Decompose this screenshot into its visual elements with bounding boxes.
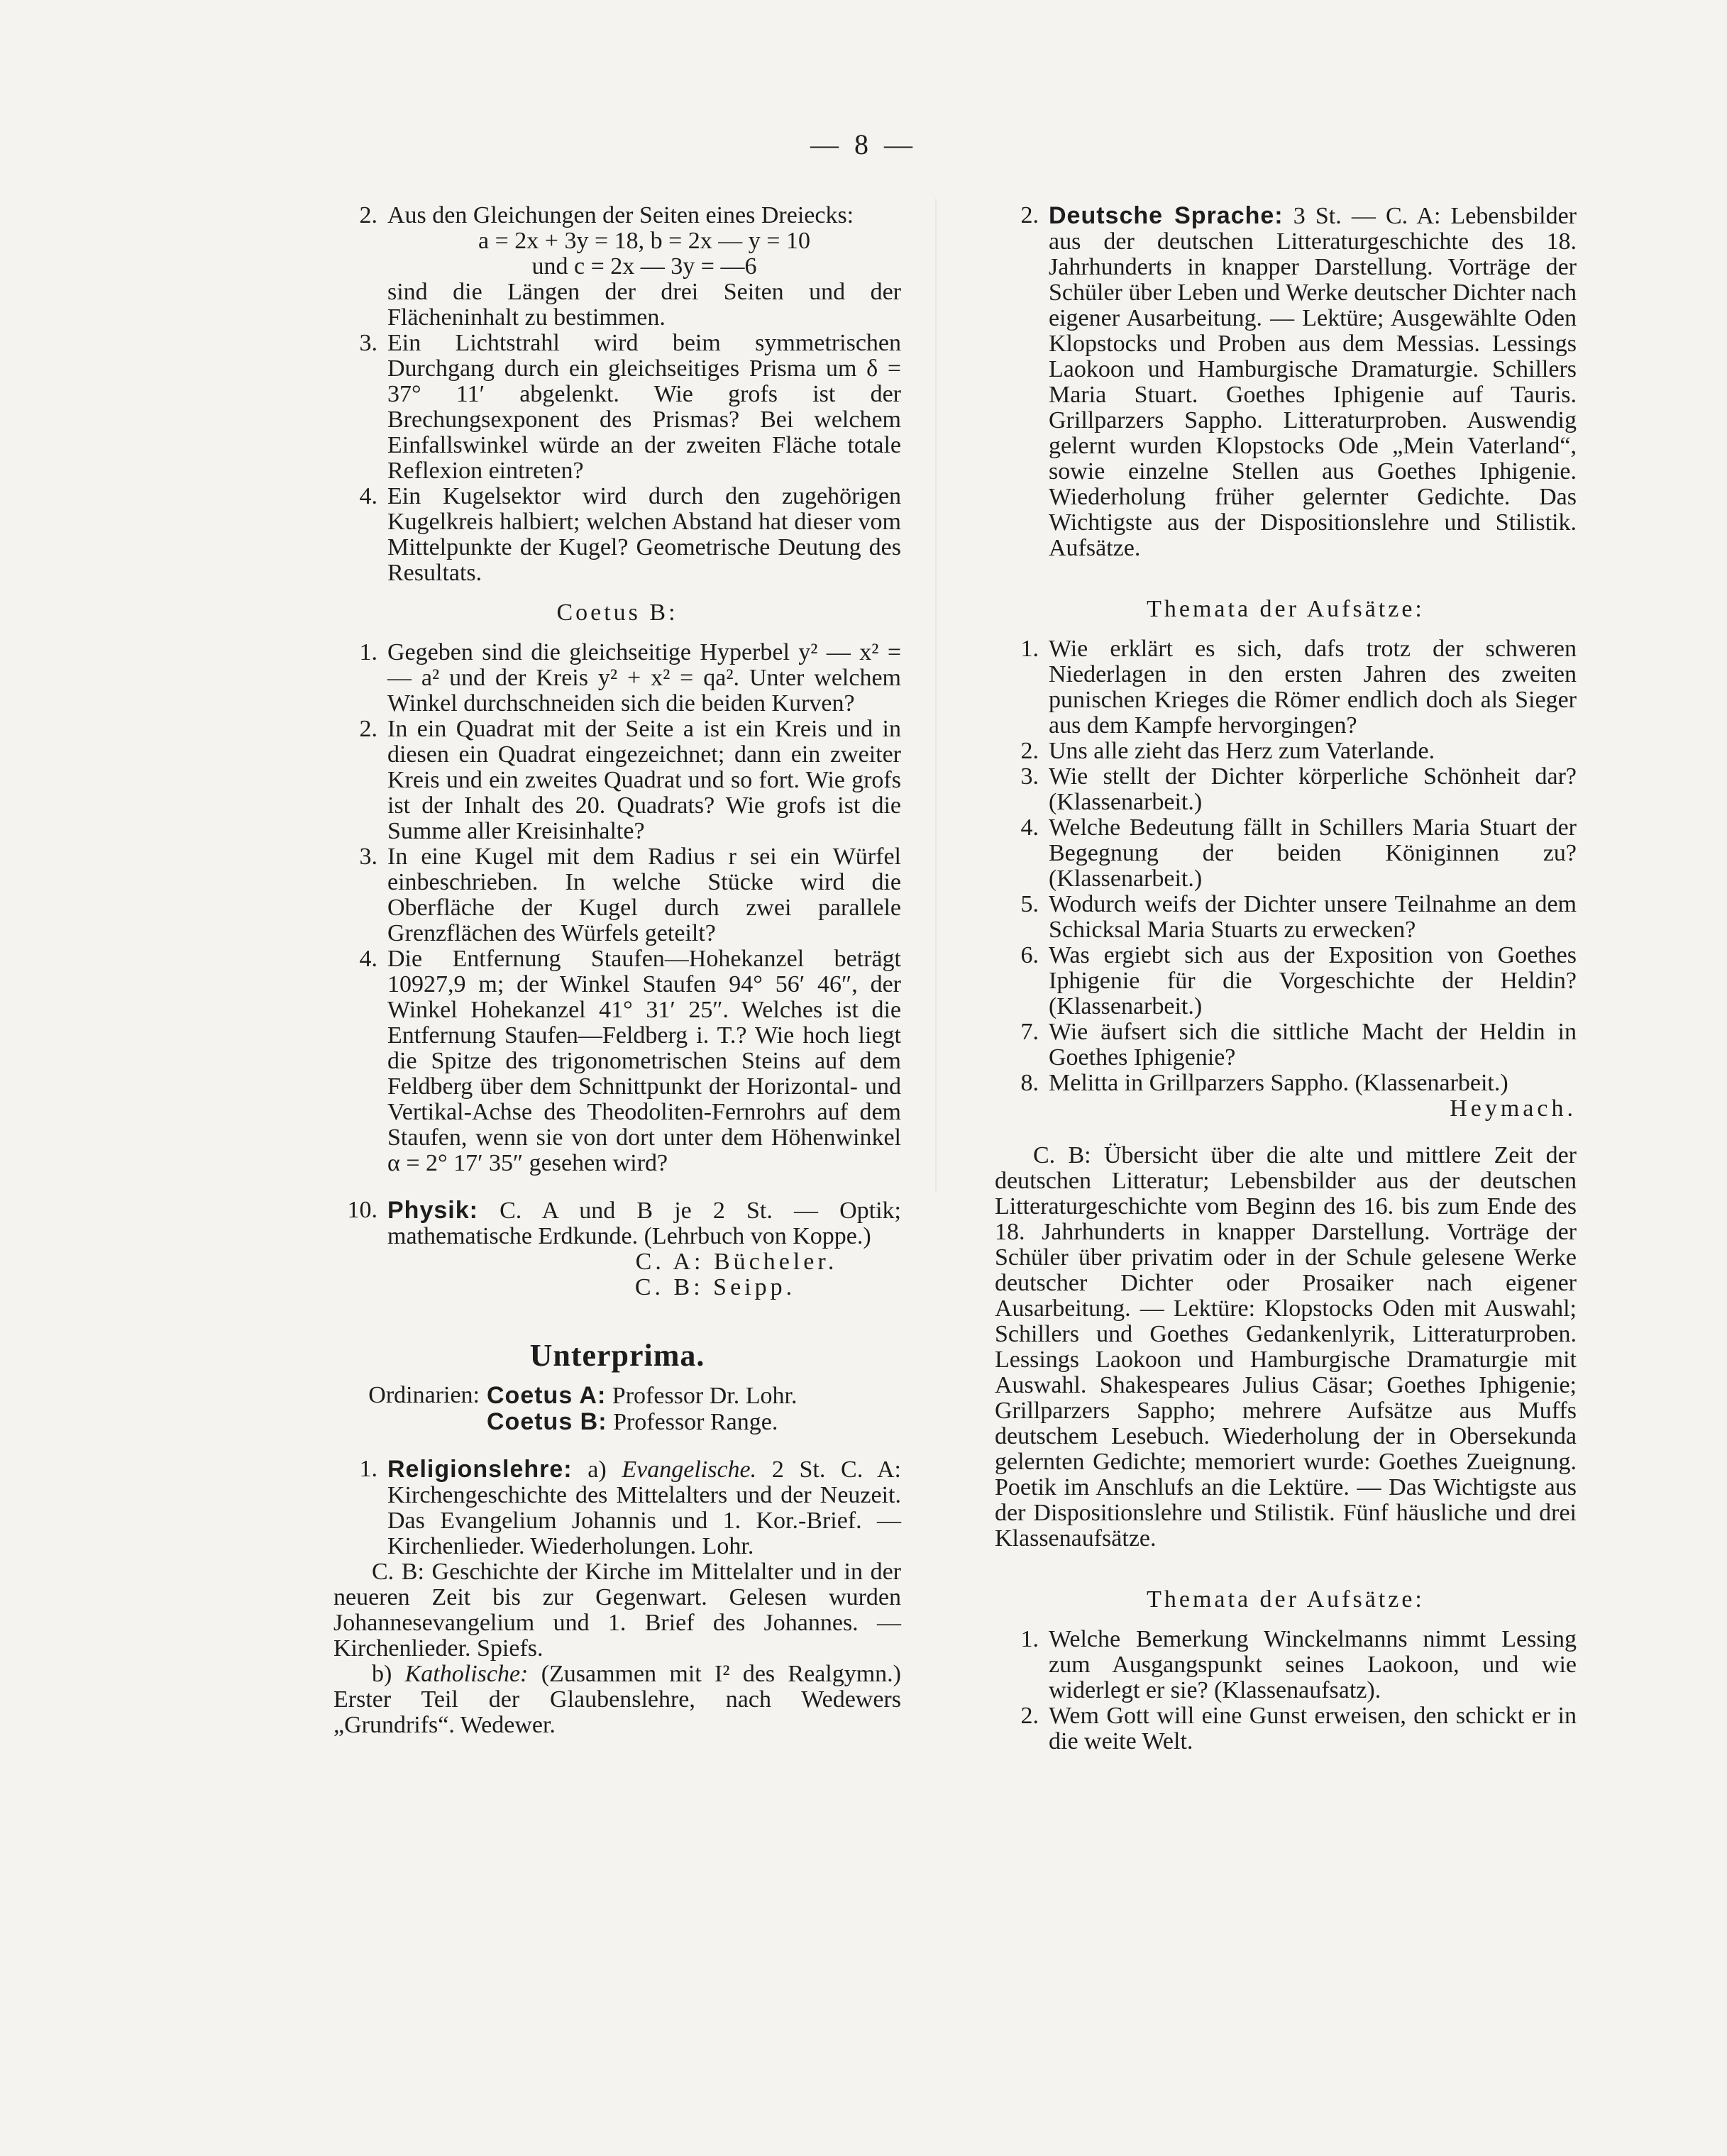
formula-tail: sind die Längen der drei Seiten und der Flächeninhalt zu bestimmen. bbox=[387, 279, 901, 331]
sub-title: Katholische: bbox=[404, 1661, 529, 1687]
thema-item bbox=[995, 636, 1577, 739]
teacher-a: C. A: Bücheler. bbox=[635, 1249, 838, 1275]
thema-item bbox=[995, 1019, 1577, 1071]
item-text bbox=[387, 1198, 901, 1300]
ordinarien-row bbox=[333, 1383, 901, 1409]
item-number: 1. bbox=[359, 1456, 377, 1482]
math-item bbox=[333, 331, 901, 484]
item-number: 3. bbox=[359, 844, 377, 870]
ordinarien-value bbox=[487, 1409, 778, 1435]
physik-item bbox=[333, 1198, 901, 1300]
subject-label: Physik: bbox=[387, 1197, 478, 1224]
coetus-b-teacher: Professor Range. bbox=[613, 1409, 778, 1435]
coetus-b-label: Coetus B: bbox=[487, 1408, 607, 1435]
coetus-a-label: Coetus A: bbox=[487, 1382, 607, 1409]
subject-label: Religionslehre: bbox=[387, 1456, 573, 1483]
item-number: 3. bbox=[359, 330, 377, 356]
item-text: Die Entfernung Staufen—Hohekanzel beträgt 10927,9 m; der Winkel Staufen 94° 56′ 46″, der Winkel Hohekanzel 41° 31′ 25″. Welches ist die Entfernung Staufen—Feldberg i. T.? Wie hoch liegt die Spitze des trigonometrischen Steins auf dem Feldberg über dem Schnittpunkt der Horizontal- und Vertikal-Achse des Theodoliten-Fernrohrs auf dem Staufen, wenn sie von dort unter dem Höhenwinkel α = 2° 17′ 35″ gesehen wird? bbox=[387, 946, 901, 1176]
thema-item bbox=[995, 739, 1577, 764]
item-number: 2. bbox=[359, 202, 377, 228]
item-number: 2. bbox=[1020, 1703, 1039, 1729]
coetus-a-teacher: Professor Dr. Lohr. bbox=[612, 1383, 798, 1409]
right-column bbox=[995, 203, 1577, 1754]
item-text: Welche Bemerkung Winckelmanns nimmt Lessing zum Ausgangspunkt seines Laokoon, und wie widerlegt er sie? (Klassenaufsatz). bbox=[1049, 1626, 1577, 1703]
item-text: Gegeben sind die gleichseitige Hyperbel y² — x² = — a² und der Kreis y² + x² = qa². Unter welchem Winkel durchschneiden sich die beiden Kurven? bbox=[387, 639, 901, 717]
item-text: Wie erklärt es sich, dafs trotz der schweren Niederlagen in den ersten Jahren des zweiten punischen Krieges die Römer endlich doch als Sieger aus dem Kampfe hervorgingen? bbox=[1049, 636, 1577, 739]
teacher-signature bbox=[387, 1275, 901, 1300]
item-number: 8. bbox=[1020, 1070, 1039, 1096]
coetus-b-item bbox=[333, 717, 901, 844]
ordinarien-value bbox=[487, 1383, 797, 1409]
item-text: Wodurch weifs der Dichter unsere Teilnahme an dem Schicksal Maria Stuarts zu erwecken? bbox=[1049, 891, 1577, 943]
coetus-b-item bbox=[333, 640, 901, 717]
item-text: Uns alle zieht das Herz zum Vaterlande. bbox=[1049, 738, 1435, 764]
item-text: Ein Kugelsektor wird durch den zugehörigen Kugelkreis halbiert; welchen Abstand hat dieser vom Mittelpunkte der Kugel? Geometrische Deutung des Resultats. bbox=[387, 483, 901, 586]
themata-heading: Themata der Aufsätze: bbox=[1147, 596, 1425, 622]
item-intro: Aus den Gleichungen der Seiten eines Dreiecks: bbox=[387, 202, 854, 228]
teacher-b: C. B: Seipp. bbox=[634, 1274, 796, 1300]
subject-label: Deutsche Sprache: bbox=[1049, 202, 1284, 229]
thema-item bbox=[995, 892, 1577, 943]
item-number: 4. bbox=[359, 946, 377, 972]
physik-text: C. A und B je 2 St. — Optik; mathematische Erdkunde. (Lehrbuch von Koppe.) bbox=[387, 1198, 901, 1249]
coetus-b-item bbox=[333, 946, 901, 1176]
item-number: 1. bbox=[1020, 636, 1039, 662]
ordinarien-row bbox=[333, 1409, 901, 1435]
math-item bbox=[333, 484, 901, 586]
ordinarien-label: Ordinarien: bbox=[368, 1382, 480, 1408]
item-text: In ein Quadrat mit der Seite a ist ein Kreis und in diesen ein Quadrat eingezeichnet; dann ein zweiter Kreis und ein zweites Quadrat und so fort. Wie grofs ist der Inhalt des 20. Quadrats? Wie grofs ist die Summe aller Kreisinhalte? bbox=[387, 716, 901, 844]
math-item bbox=[333, 203, 901, 331]
item-number: 7. bbox=[1020, 1019, 1039, 1045]
item-text: Wie stellt der Dichter körperliche Schönheit dar? (Klassenarbeit.) bbox=[1049, 763, 1577, 815]
formula-line: und c = 2x — 3y = —6 bbox=[531, 253, 757, 280]
coetus-b-heading: Coetus B: bbox=[556, 599, 678, 626]
item-number: 4. bbox=[359, 483, 377, 509]
item-text: Welche Bedeutung fällt in Schillers Maria Stuart der Begegnung der beiden Königinnen zu? (Klassenarbeit.) bbox=[1049, 814, 1577, 892]
item-text: Melitta in Grillparzers Sappho. (Klassenarbeit.) bbox=[1049, 1070, 1508, 1096]
teacher-signature: Heymach. bbox=[1450, 1095, 1577, 1122]
item-number: 2. bbox=[359, 716, 377, 742]
religion-b-text: (Zusammen mit I² des Realgymn.) Erster Teil der Glaubenslehre, nach Wedewers „Grundrifs“. Wedewer. bbox=[333, 1661, 902, 1738]
religion-b-paragraph bbox=[333, 1662, 901, 1738]
sub-prefix: b) bbox=[372, 1661, 392, 1687]
themata-heading: Themata der Aufsätze: bbox=[1147, 1586, 1425, 1613]
item-number: 2. bbox=[1020, 202, 1039, 228]
item-text: Wem Gott will eine Gunst erweisen, den schickt er in die weite Welt. bbox=[1049, 1703, 1577, 1754]
page-number: — 8 — bbox=[810, 128, 917, 160]
thema-item bbox=[995, 1627, 1577, 1703]
thema-item bbox=[995, 815, 1577, 892]
item-number: 1. bbox=[1020, 1626, 1039, 1652]
coetus-b-item bbox=[333, 844, 901, 946]
sub-title: Evangelische. bbox=[622, 1456, 757, 1483]
item-text: Was ergiebt sich aus der Exposition von Goethes Iphigenie für die Vorgeschichte der Heldin? (Klassenarbeit.) bbox=[1049, 942, 1577, 1019]
teacher-signature bbox=[387, 1249, 901, 1275]
sub-prefix: a) bbox=[587, 1456, 607, 1483]
item-text: Ein Lichtstrahl wird beim symmetrischen Durchgang durch ein gleichseitiges Prisma um δ = 37° 11′ abgelenkt. Wie grofs ist der Brechungsexponent des Prismas? Bei welchem Einfallswinkel würde an der zweiten Fläche totale Reflexion eintreten? bbox=[387, 330, 901, 484]
item-number: 2. bbox=[1020, 738, 1039, 764]
religion-cb-paragraph: C. B: Geschichte der Kirche im Mittelalter und in der neueren Zeit bis zur Gegenwart. Gelesen wurden Johannesevangelium und 1. Brief des Johannes. — Kirchenlieder. Spiefs. bbox=[333, 1559, 901, 1662]
item-number: 10. bbox=[347, 1197, 377, 1223]
religion-item bbox=[333, 1456, 901, 1559]
deutsch-text: 3 St. — C. A: Lebensbilder aus der deutschen Litteraturgeschichte des 18. Jahrhunderts in knapper Darstellung. Vorträge der Schüler über Leben und Werke deutscher Dichter nach eigener Ausarbeitung. — Lektüre; Ausgewählte Oden Klopstocks und Proben aus dem Messias. Lessings Laokoon und Hamburgische Dramaturgie. Schillers Maria Stuart. Goethes Iphigenie auf Tauris. Grillparzers Sappho. Litteraturproben. Auswendig gelernt wurden Klopstocks Ode „Mein Vaterland“, sowie einzelne Stellen aus Goethes Iphigenie. Wiederholung früher gelernter Gedichte. Das Wichtigste aus der Dispositionslehre und Stilistik. Aufsätze. bbox=[1049, 203, 1577, 561]
column-divider bbox=[935, 199, 937, 1192]
item-text: Wie äufsert sich die sittliche Macht der Heldin in Goethes Iphigenie? bbox=[1049, 1019, 1577, 1071]
section-title: Unterprima. bbox=[529, 1338, 705, 1373]
item-number: 6. bbox=[1020, 942, 1039, 968]
deutsch-cb-paragraph: C. B: Übersicht über die alte und mittlere Zeit der deutschen Litteratur; Lebensbilder aus der deutschen Litteraturgeschichte vom Beginn des 16. bis zum Ende des 18. Jahrhunderts in knapper Darstellung. Vorträge der Schüler über privatim oder in der Schule gelesene Werke deutscher Dichter oder Prosaiker nach eigener Ausarbeitung. — Lektüre: Klopstocks Oden mit Auswahl; Schillers und Goethes Gedankenlyrik, Litteraturproben. Lessings Laokoon und Hamburgische Dramaturgie mit Auswahl. Shakespeares Julius Cäsar; Goethes Iphigenie; Grillparzers Sappho; mehrere Aufsätze aus Muffs deutschem Lesebuch. Wiederholung der in Obersekunda gelernten Gedichte; memoriert wurde: Goethes Zueignung. Poetik im Anschlufs an die Lektüre. — Das Wichtigste aus der Dispositionslehre und Stilistik. Fünf häusliche und drei Klassenaufsätze. bbox=[995, 1142, 1577, 1552]
left-column bbox=[333, 203, 901, 1738]
religion-a-text: 2 St. C. A: Kirchengeschichte des Mittelalters und der Neuzeit. Das Evangelium Johannis und 1. Kor.-Brief. — Kirchenlieder. Wiederholungen. Lohr. bbox=[387, 1456, 901, 1559]
formula-line: a = 2x + 3y = 18, b = 2x — y = 10 bbox=[478, 228, 810, 254]
item-number: 4. bbox=[1020, 814, 1039, 841]
thema-item bbox=[995, 764, 1577, 815]
deutsch-item bbox=[995, 203, 1577, 561]
item-text bbox=[387, 203, 901, 331]
thema-item bbox=[995, 943, 1577, 1019]
item-text bbox=[1049, 203, 1577, 561]
item-number: 1. bbox=[359, 639, 377, 665]
thema-item bbox=[995, 1071, 1577, 1096]
item-text bbox=[387, 1456, 901, 1559]
item-number: 5. bbox=[1020, 891, 1039, 917]
item-number: 3. bbox=[1020, 763, 1039, 790]
item-text: In eine Kugel mit dem Radius r sei ein Würfel einbeschrieben. In welche Stücke wird die Oberfläche der Kugel durch zwei parallele Grenzflächen des Würfels geteilt? bbox=[387, 844, 901, 946]
thema-item bbox=[995, 1703, 1577, 1754]
